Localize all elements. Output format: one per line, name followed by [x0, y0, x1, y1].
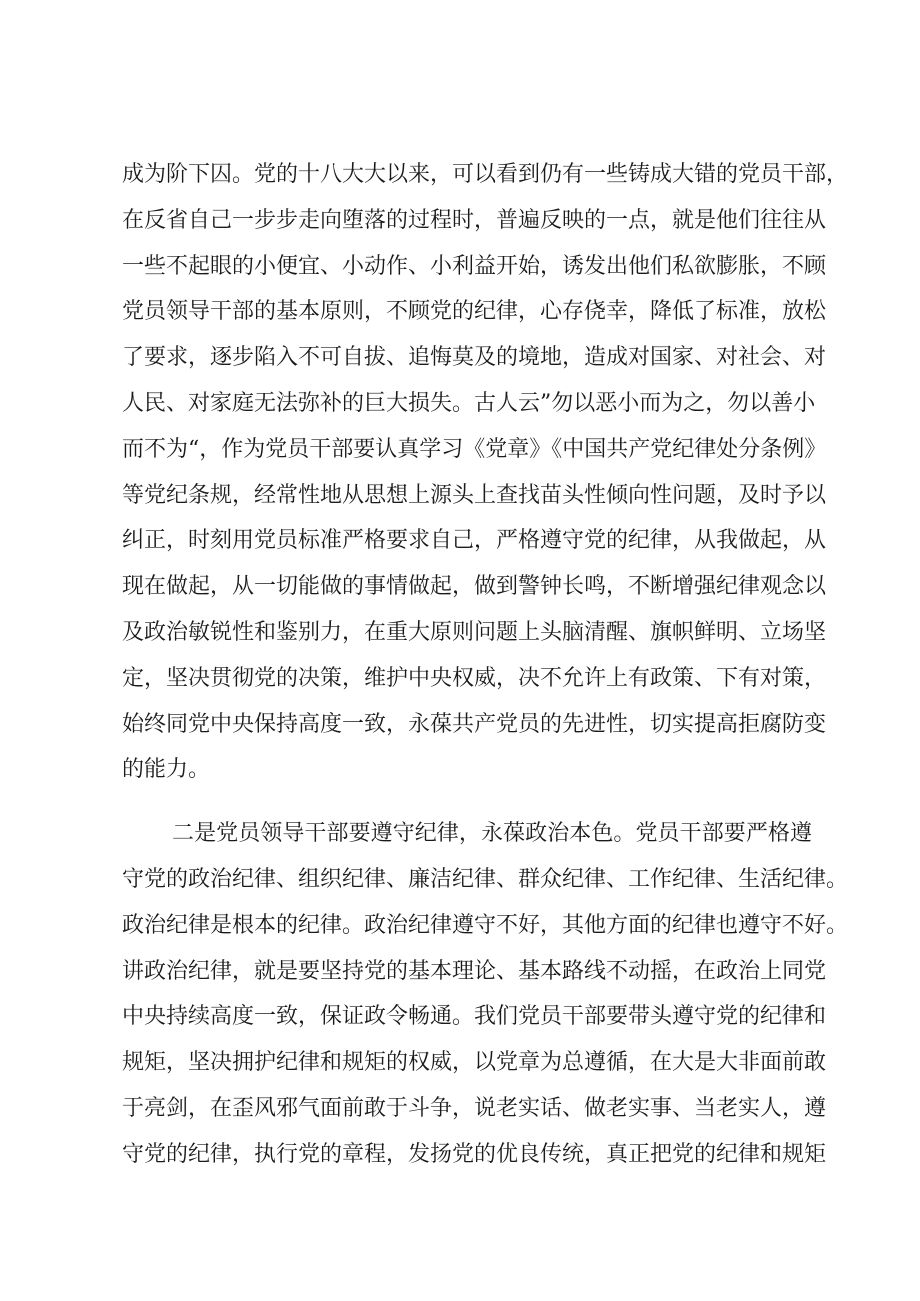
text-line: 规矩，坚决拥护纪律和规矩的权威，以党章为总遵循，在大是大非面前敢 — [122, 1050, 827, 1076]
text-line: 的能力。 — [122, 757, 211, 783]
text-line: 在反省自己一步步走向堕落的过程时，普遍反映的一点，就是他们往往从 — [122, 207, 827, 233]
text-line: 守党的纪律，执行党的章程，发扬党的优良传统，真正把党的纪律和规矩 — [122, 1141, 827, 1167]
text-line: 人民、对家庭无法弥补的巨大损失。古人云”勿以恶小而为之，勿以善小 — [122, 390, 816, 416]
text-line: 了要求，逐步陷入不可自拔、追悔莫及的境地，造成对国家、对社会、对 — [122, 345, 827, 371]
text-line: 成为阶下囚。党的十八大大以来，可以看到仍有一些铸成大错的党员干部， — [122, 162, 849, 187]
text-line: 二是党员领导干部要遵守纪律，永葆政治本色。党员干部要严格遵 — [172, 821, 812, 847]
text-line: 等党纪条规，经常性地从思想上源头上查找苗头性倾向性问题，及时予以 — [122, 482, 827, 508]
text-line: 政治纪律是根本的纪律。政治纪律遵守不好，其他方面的纪律也遵守不好。 — [122, 912, 849, 938]
text-line: 及政治敏锐性和鉴别力，在重大原则问题上头脑清醒、旗帜鲜明、立场坚 — [122, 619, 827, 645]
paragraph-spacer — [122, 793, 812, 811]
paragraph-2 — [122, 811, 849, 1177]
text-line: 而不为“，作为党员干部要认真学习《党章》《中国共产党纪律处分条例》 — [122, 436, 827, 462]
text-line: 始终同党中央保持高度一致，永葆共产党员的先进性，切实提高拒腐防变 — [122, 711, 827, 737]
paragraph-1 — [122, 152, 849, 793]
text-line: 纠正，时刻用党员标准严格要求自己，严格遵守党的纪律，从我做起，从 — [122, 528, 827, 554]
text-line: 于亮剑，在歪风邪气面前敢于斗争，说老实话、做老实事、当老实人，遵 — [122, 1095, 827, 1121]
text-line: 一些不起眼的小便宜、小动作、小利益开始，诱发出他们私欲膨胀，不顾 — [122, 253, 827, 279]
text-line: 现在做起，从一切能做的事情做起，做到警钟长鸣，不断增强纪律观念以 — [122, 574, 827, 600]
text-line: 中央持续高度一致，保证政令畅通。我们党员干部要带头遵守党的纪律和 — [122, 1004, 827, 1030]
document-body — [122, 152, 849, 1178]
text-line: 定，坚决贯彻党的决策，维护中央权威，决不允许上有政策、下有对策， — [122, 665, 827, 691]
text-line: 守党的政治纪律、组织纪律、廉洁纪律、群众纪律、工作纪律、生活纪律。 — [122, 866, 849, 892]
text-line: 党员领导干部的基本原则，不顾党的纪律，心存侥幸，降低了标准，放松 — [122, 299, 827, 325]
text-line: 讲政治纪律，就是要坚持党的基本理论、基本路线不动摇，在政治上同党 — [122, 958, 827, 984]
